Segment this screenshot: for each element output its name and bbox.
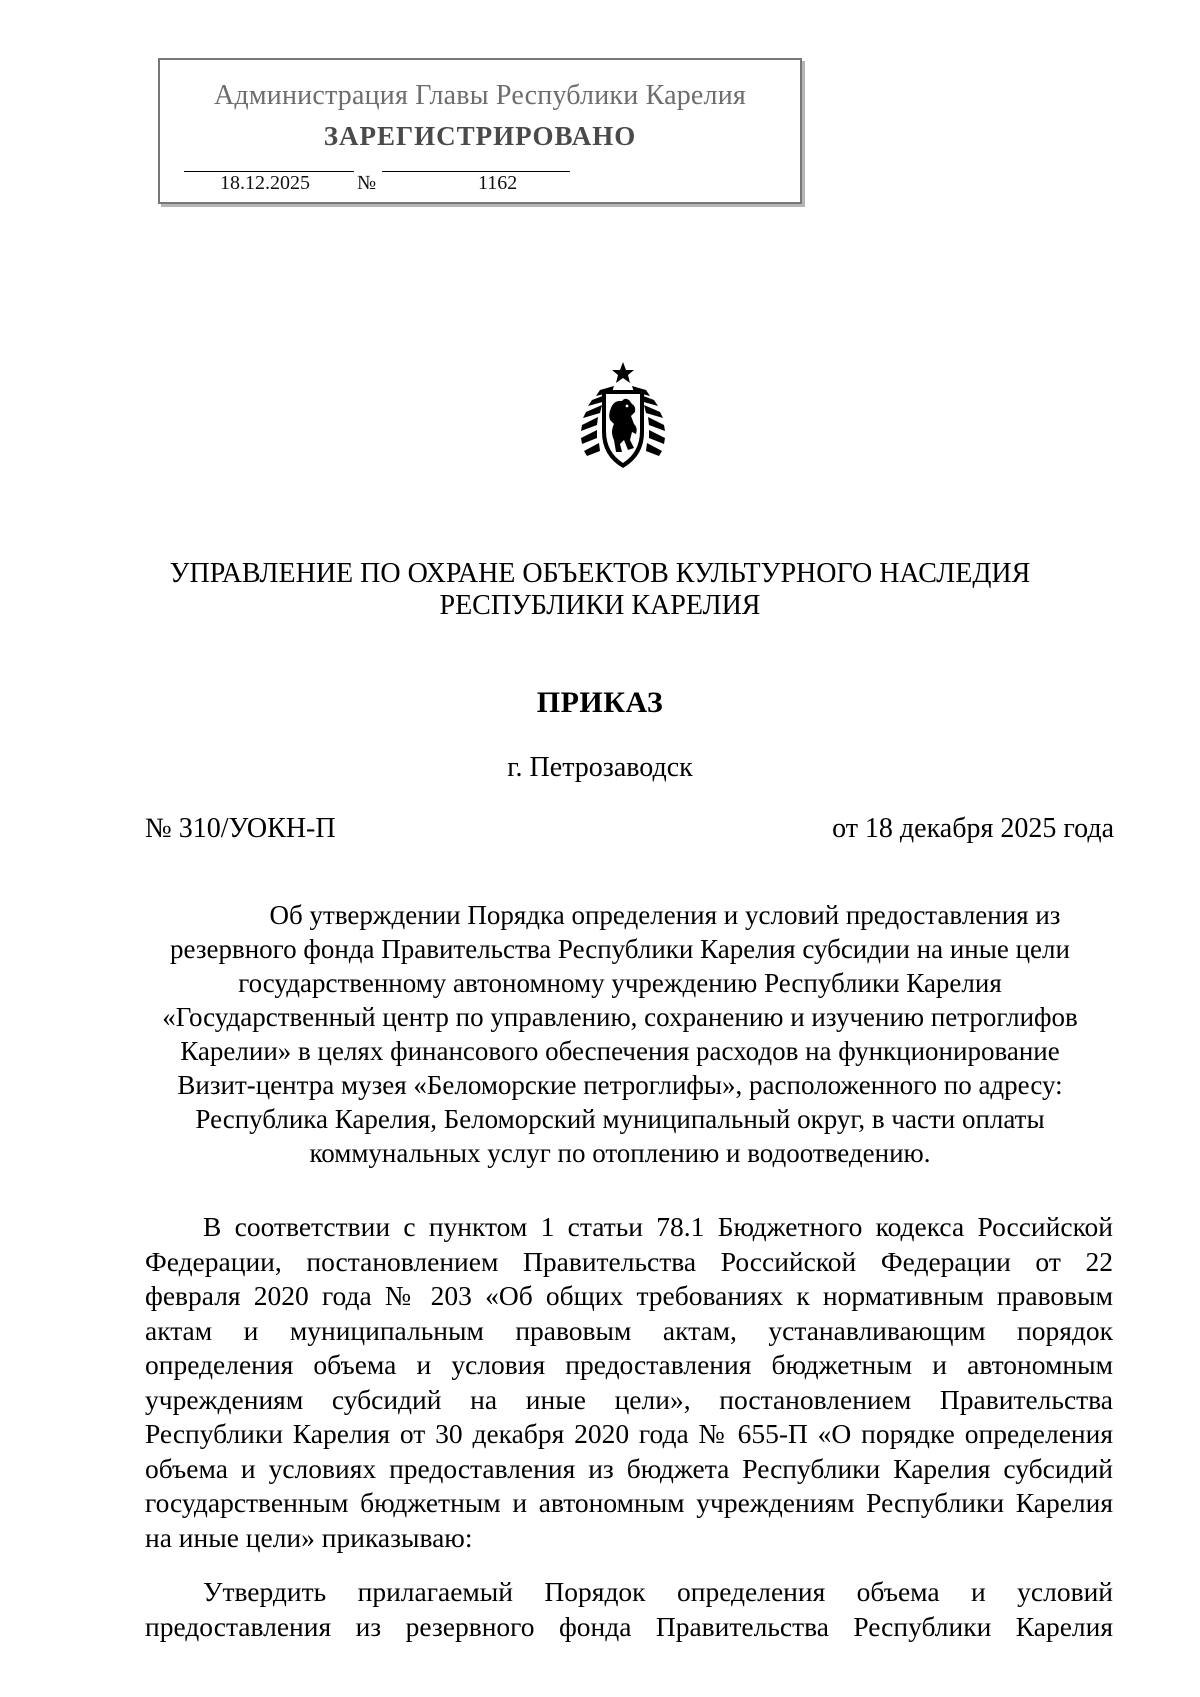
registration-stamp xyxy=(158,58,802,204)
document-city: г. Петрозаводск xyxy=(507,752,693,783)
subject-line: коммунальных услуг по отоплению и водоотведению. xyxy=(309,1138,931,1168)
subject-line: Визит-центра музея «Беломорские петроглифы», расположенного по адресу: xyxy=(177,1070,1063,1100)
order-number: № 310/УОКН-П xyxy=(145,813,336,844)
order-subject xyxy=(130,898,1110,1170)
subject-line: Республика Карелия, Беломорский муниципальный округ, в части оплаты xyxy=(195,1104,1045,1134)
body-line: февраля 2020 года № 203 «Об общих требованиях к нормативным правовым xyxy=(145,1280,1113,1311)
body-line: Утвердить прилагаемый Порядок определения объема и условий xyxy=(203,1576,1113,1607)
stamp-number-sign: № xyxy=(357,172,377,194)
document-type: ПРИКАЗ xyxy=(536,686,664,719)
karelia-coat-of-arms-icon xyxy=(578,360,668,474)
body-paragraph-resolution xyxy=(145,1575,1113,1644)
subject-line: Карелии» в целях финансового обеспечения расходов на функционирование xyxy=(180,1036,1060,1066)
body-line: Республики Карелия от 30 декабря 2020 года № 655-П «О порядке определения xyxy=(145,1418,1113,1449)
agency-name-line-2: РЕСПУБЛИКИ КАРЕЛИЯ xyxy=(439,590,761,621)
body-line: учреждениям субсидий на иные цели», постановлением Правительства xyxy=(145,1383,1113,1415)
body-line: государственным бюджетным и автономным учреждениям Республики Карелия xyxy=(145,1487,1113,1518)
stamp-date: 18.12.2025 xyxy=(220,172,310,194)
subject-line: Об утверждении Порядка определения и условий предоставления из xyxy=(269,900,1061,930)
body-line: определения объема и условия предоставления бюджетным и автономным xyxy=(145,1349,1113,1380)
subject-line: государственному автономному учреждению Республики Карелия xyxy=(238,968,1002,998)
body-line: В соответствии с пунктом 1 статьи 78.1 Бюджетного кодекса Российской xyxy=(203,1211,1113,1242)
agency-name-line-1: УПРАВЛЕНИЕ ПО ОХРАНЕ ОБЪЕКТОВ КУЛЬТУРНОГО НАСЛЕДИЯ xyxy=(169,558,1031,589)
body-line: на иные цели» приказываю: xyxy=(145,1521,473,1553)
subject-line: «Государственный центр по управлению, сохранению и изучению петроглифов xyxy=(162,1002,1078,1032)
stamp-status: ЗАРЕГИСТРИРОВАНО xyxy=(323,121,637,151)
body-line: объема и условиях предоставления из бюджета Республики Карелия субсидий xyxy=(145,1452,1113,1484)
subject-line: резервного фонда Правительства Республики Карелия субсидии на иные цели xyxy=(170,934,1070,964)
body-line: актам и муниципальным правовым актам, устанавливающим порядок xyxy=(145,1314,1113,1346)
body-line: предоставления из резервного фонда Правительства Республики Карелия xyxy=(145,1610,1113,1642)
stamp-organization: Администрация Главы Республики Карелия xyxy=(214,80,746,111)
body-line: Федерации, постановлением Правительства Российской Федерации от 22 xyxy=(145,1245,1113,1277)
stamp-number: 1162 xyxy=(478,172,518,194)
order-date: от 18 декабря 2025 года xyxy=(832,813,1114,844)
stamp-number-underline xyxy=(382,171,570,172)
body-paragraph-legal-basis xyxy=(145,1210,1113,1555)
